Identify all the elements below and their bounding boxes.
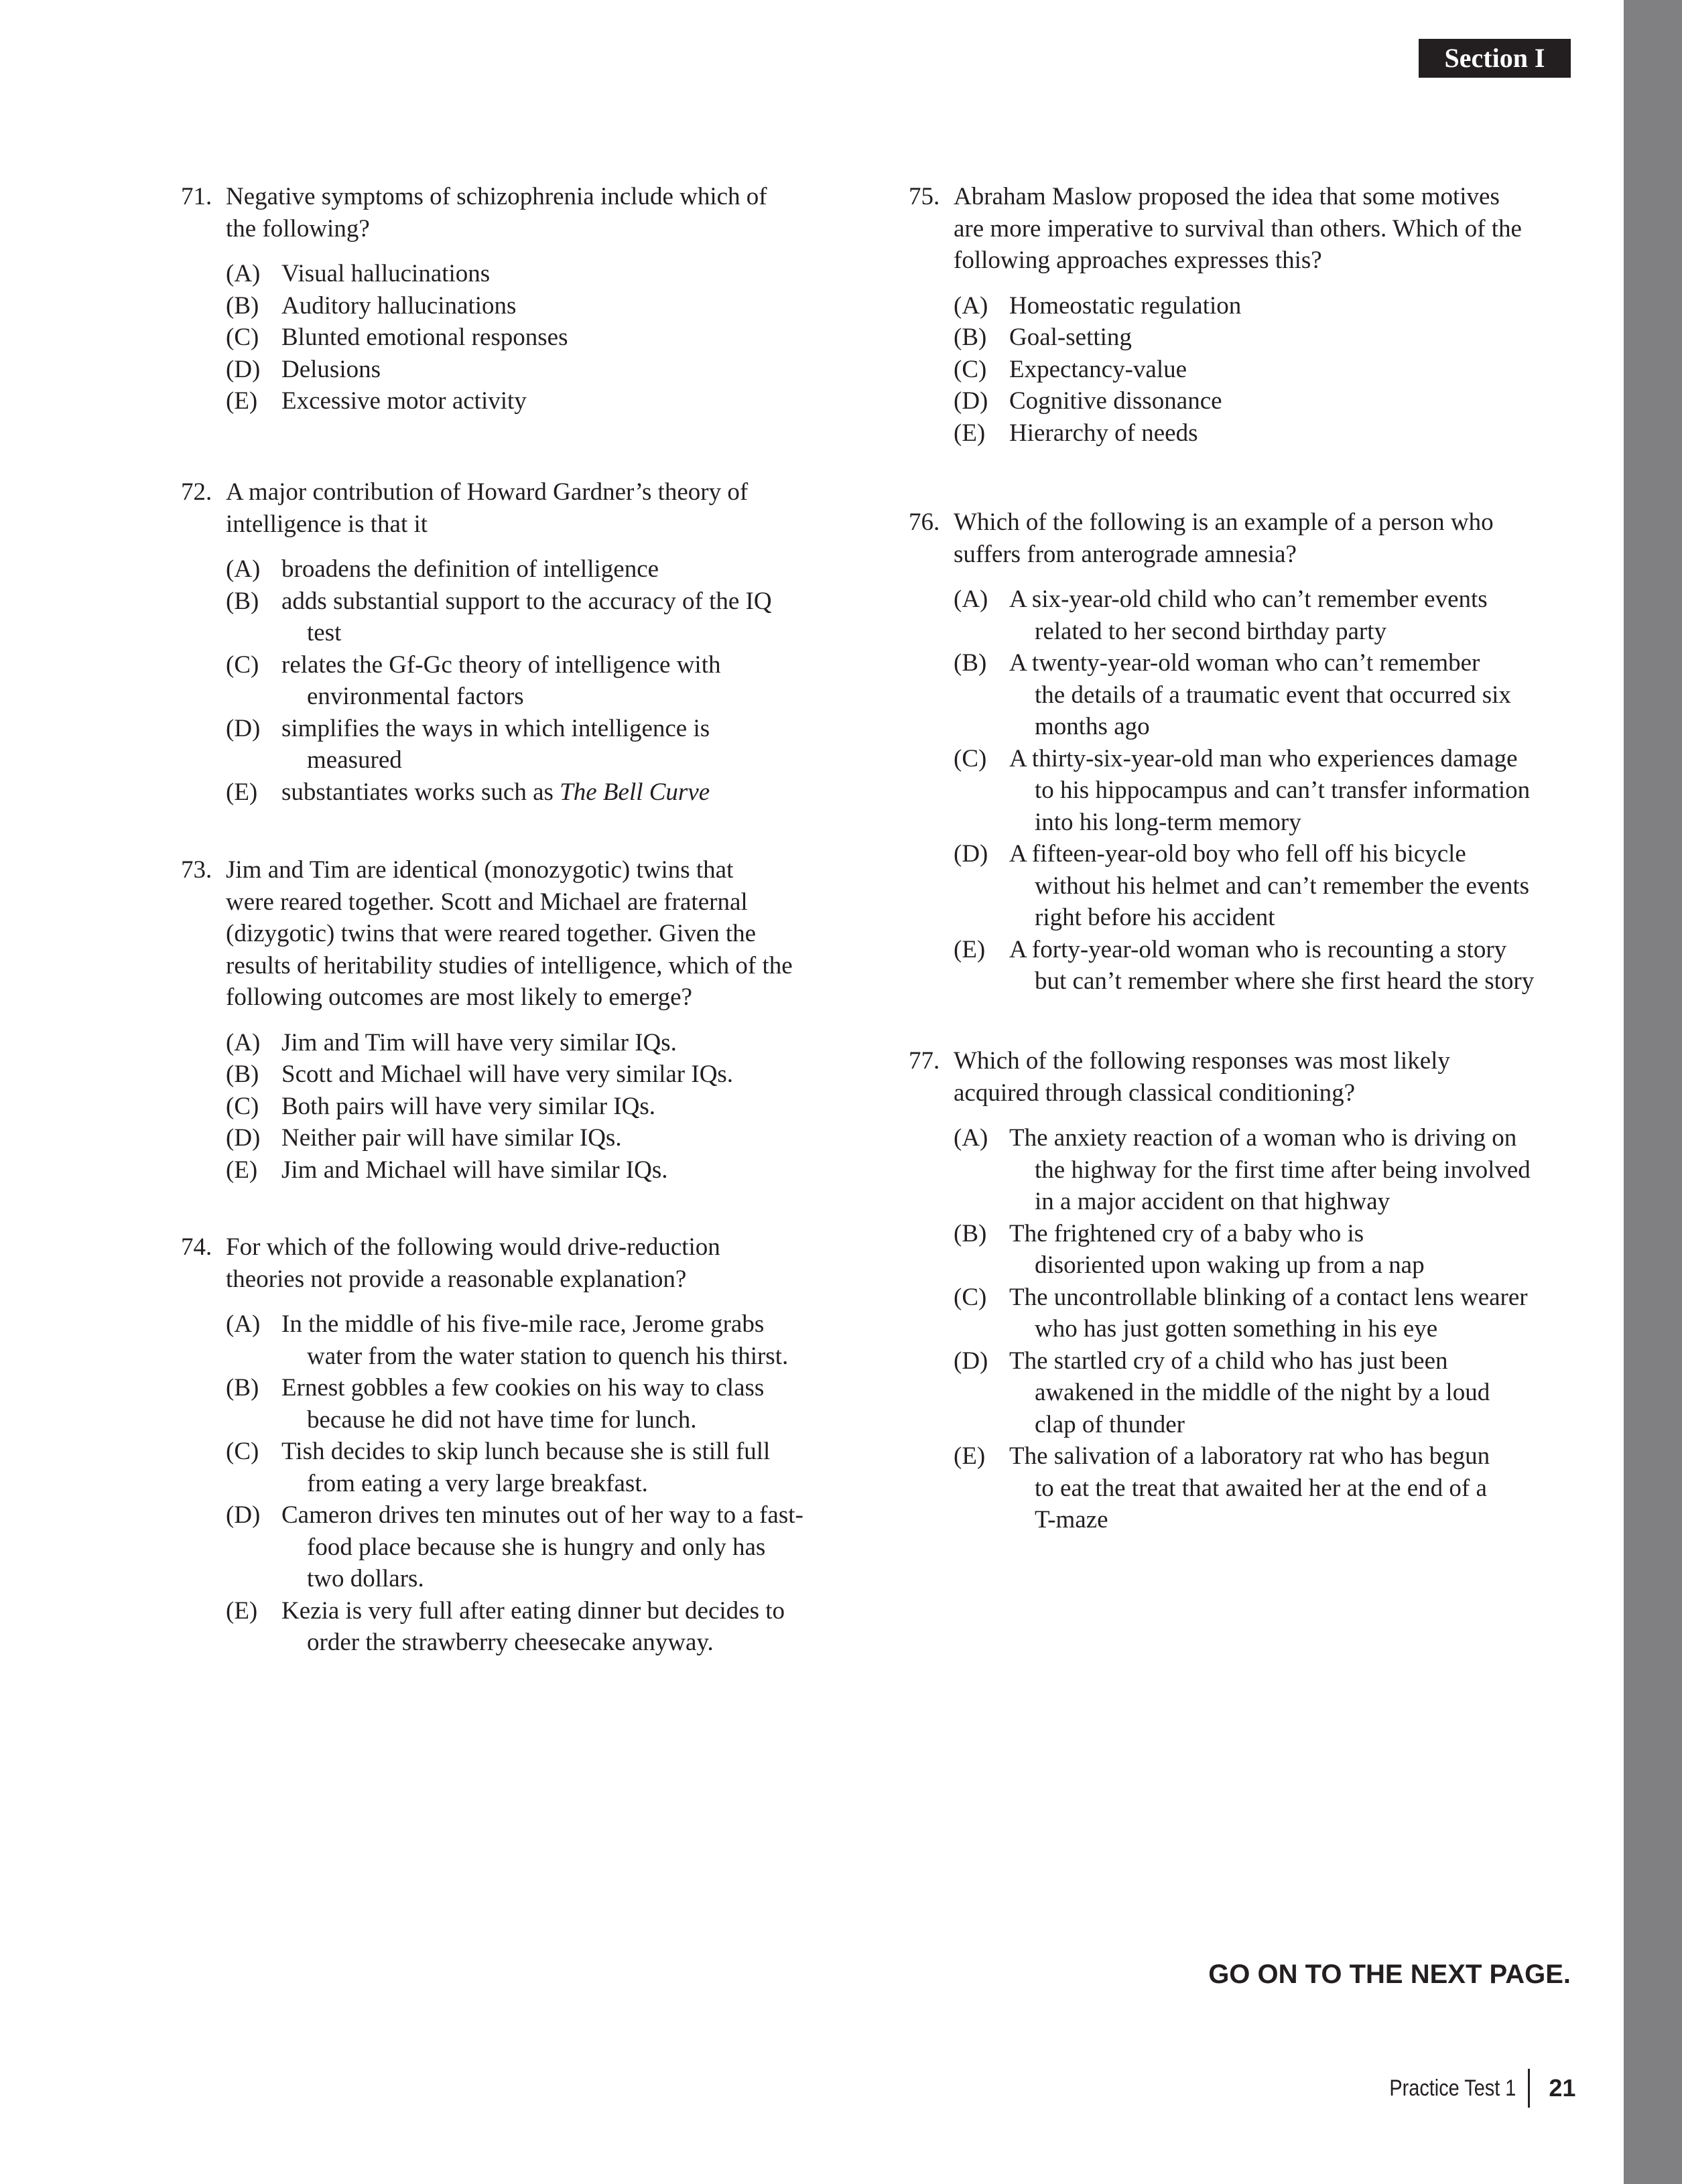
question-75 xyxy=(909,181,1522,449)
option-line-text: environmental factors xyxy=(307,683,524,710)
option-text xyxy=(1009,1345,1531,1441)
option-letter: (A) xyxy=(954,586,988,613)
question-stem xyxy=(954,181,1522,277)
answer-option xyxy=(226,776,772,809)
stem-line: Abraham Maslow proposed the idea that some motives xyxy=(954,183,1500,210)
option-line xyxy=(281,1154,793,1186)
answer-option xyxy=(226,1308,803,1372)
option-line-text: Neither pair will have similar IQs. xyxy=(281,1124,622,1152)
option-line xyxy=(281,1372,803,1404)
stem-line: theories not provide a reasonable explanation? xyxy=(226,1265,687,1293)
option-line-text: Hierarchy of needs xyxy=(1009,419,1198,447)
option-letter: (E) xyxy=(226,778,258,806)
stem-line: intelligence is that it xyxy=(226,510,428,538)
option-line xyxy=(281,649,772,681)
stem-line: A major contribution of Howard Gardner’s theory of xyxy=(226,478,749,506)
option-line xyxy=(1009,1218,1531,1250)
option-letter: (D) xyxy=(226,714,261,742)
option-line xyxy=(1009,1345,1531,1377)
stem-line: (dizygotic) twins that were reared together. Given the xyxy=(226,920,757,947)
option-letter: (C) xyxy=(954,744,987,772)
option-line xyxy=(281,553,772,586)
stem-line: Which of the following responses was most likely xyxy=(954,1047,1450,1075)
go-on-notice: GO ON TO THE NEXT PAGE. xyxy=(1208,1960,1571,1989)
question-77 xyxy=(909,1045,1531,1536)
option-line-text: Ernest gobbles a few cookies on his way to class xyxy=(281,1374,765,1402)
option-line xyxy=(1009,354,1522,386)
option-letter: (B) xyxy=(226,1061,259,1088)
option-line xyxy=(1009,290,1522,322)
option-line xyxy=(281,744,772,776)
option-text xyxy=(1009,647,1534,743)
option-text xyxy=(1009,934,1534,998)
option-line-text: Scott and Michael will have very similar IQs. xyxy=(281,1061,734,1088)
option-text xyxy=(281,1499,803,1595)
option-line xyxy=(281,258,767,290)
option-line-text: adds substantial support to the accuracy of the IQ xyxy=(281,587,772,615)
stem-line: acquired through classical conditioning? xyxy=(954,1079,1356,1107)
question-number: 72. xyxy=(181,478,212,506)
option-letter: (B) xyxy=(226,587,259,615)
option-letter: (E) xyxy=(226,1156,258,1184)
option-line xyxy=(1009,1377,1531,1409)
answer-option xyxy=(954,417,1522,450)
answer-option xyxy=(226,290,767,322)
option-letter: (A) xyxy=(226,1028,261,1056)
option-letter: (E) xyxy=(226,1596,258,1625)
question-72 xyxy=(181,476,772,808)
option-line xyxy=(281,1308,803,1341)
option-line xyxy=(1009,385,1522,417)
option-text xyxy=(1009,743,1534,839)
option-letter: (D) xyxy=(226,1501,261,1529)
option-line xyxy=(281,1563,803,1595)
answer-option xyxy=(226,713,772,776)
option-line-text: broadens the definition of intelligence xyxy=(281,555,659,583)
option-text xyxy=(1009,385,1522,417)
answer-option xyxy=(954,322,1522,354)
option-text xyxy=(281,553,772,586)
option-line xyxy=(1009,322,1522,354)
answer-option xyxy=(226,1436,803,1499)
option-text xyxy=(281,385,767,417)
answer-option xyxy=(954,647,1534,743)
answer-options xyxy=(226,1308,803,1659)
option-text xyxy=(281,1091,793,1123)
answer-options xyxy=(954,1122,1531,1536)
option-line-text: relates the Gf-Gc theory of intelligence with xyxy=(281,651,721,679)
option-letter: (A) xyxy=(954,1124,988,1152)
stem-line: following outcomes are most likely to emerge? xyxy=(226,983,692,1011)
option-letter: (B) xyxy=(954,1219,987,1247)
option-line-text: Homeostatic regulation xyxy=(1009,291,1242,320)
option-letter: (D) xyxy=(226,355,261,383)
option-line xyxy=(1009,934,1534,966)
option-line xyxy=(1009,1504,1531,1536)
option-line-text: The frightened cry of a baby who is xyxy=(1009,1219,1364,1247)
option-line-text: right before his accident xyxy=(1035,904,1275,931)
option-text xyxy=(1009,1122,1531,1218)
option-line-text: Kezia is very full after eating dinner but decides to xyxy=(281,1596,785,1625)
option-line xyxy=(281,1091,793,1123)
option-letter: (B) xyxy=(226,1374,259,1402)
option-letter: (C) xyxy=(226,1438,259,1465)
page-number: 21 xyxy=(1549,2074,1576,2102)
answer-option xyxy=(954,838,1534,934)
answer-option xyxy=(226,322,767,354)
answer-option xyxy=(226,1499,803,1595)
option-text xyxy=(1009,1218,1531,1282)
question-stem xyxy=(226,181,767,245)
answer-option xyxy=(226,354,767,386)
question-73 xyxy=(181,854,793,1186)
answer-option xyxy=(226,258,767,290)
answer-option xyxy=(226,586,772,649)
option-line xyxy=(281,713,772,745)
option-line-text: because he did not have time for lunch. xyxy=(307,1406,697,1434)
option-text xyxy=(281,1122,793,1154)
option-line xyxy=(1009,1313,1531,1345)
option-letter: (B) xyxy=(226,291,259,320)
option-line-text: Both pairs will have very similar IQs. xyxy=(281,1092,655,1120)
question-number: 74. xyxy=(181,1233,212,1261)
option-text xyxy=(281,1059,793,1091)
option-line-text: Jim and Michael will have similar IQs. xyxy=(281,1156,668,1184)
option-line xyxy=(1009,417,1522,450)
option-text xyxy=(281,290,767,322)
option-line xyxy=(1009,1282,1531,1314)
option-letter: (C) xyxy=(954,355,987,383)
option-line-text: The startled cry of a child who has just been xyxy=(1009,1347,1448,1375)
answer-option xyxy=(226,1595,803,1659)
option-letter: (D) xyxy=(954,387,988,415)
option-line xyxy=(281,776,772,809)
option-line xyxy=(281,1595,803,1627)
option-text xyxy=(281,1372,803,1436)
answer-option xyxy=(226,1372,803,1436)
option-letter: (E) xyxy=(954,935,986,963)
option-letter: (B) xyxy=(954,324,987,351)
option-line xyxy=(281,1627,803,1659)
option-line xyxy=(1009,1440,1531,1473)
option-letter: (E) xyxy=(954,1442,986,1470)
option-line-text: to eat the treat that awaited her at the end of a xyxy=(1035,1474,1487,1502)
answer-option xyxy=(954,934,1534,998)
question-number: 76. xyxy=(909,508,940,536)
option-line-text: Excessive motor activity xyxy=(281,387,527,415)
option-line-text: A twenty-year-old woman who can’t remember xyxy=(1009,649,1480,677)
answer-options xyxy=(226,553,772,808)
stem-line: following approaches expresses this? xyxy=(954,247,1322,274)
option-line-text: In the middle of his five-mile race, Jerome grabs xyxy=(281,1310,765,1338)
option-line-text: the details of a traumatic event that occurred six xyxy=(1035,681,1511,709)
option-text xyxy=(281,354,767,386)
option-line xyxy=(281,1468,803,1500)
footer-divider xyxy=(1528,2069,1530,2108)
option-line-text: Blunted emotional responses xyxy=(281,324,568,351)
option-line-text: Tish decides to skip lunch because she is still full xyxy=(281,1438,771,1465)
option-line-text: the highway for the first time after being involved xyxy=(1035,1156,1531,1184)
answer-options xyxy=(954,584,1534,998)
option-line-text: but can’t remember where she first heard the story xyxy=(1035,967,1535,995)
question-number: 73. xyxy=(181,856,212,884)
option-letter: (C) xyxy=(226,651,259,679)
stem-line: Negative symptoms of schizophrenia include which of xyxy=(226,183,767,210)
answer-options xyxy=(226,1027,793,1186)
option-line xyxy=(281,586,772,618)
option-text xyxy=(281,649,772,713)
answer-option xyxy=(954,1218,1531,1282)
option-line xyxy=(1009,1473,1531,1505)
option-line xyxy=(1009,1409,1531,1441)
page-edge-tab xyxy=(1624,0,1682,2184)
answer-option xyxy=(954,584,1534,647)
option-letter: (A) xyxy=(226,555,261,583)
option-line xyxy=(281,617,772,649)
option-line-text: awakened in the middle of the night by a loud xyxy=(1035,1379,1490,1406)
option-line xyxy=(281,1531,803,1564)
option-text xyxy=(281,1154,793,1186)
option-text xyxy=(281,322,767,354)
option-letter: (A) xyxy=(226,1310,261,1338)
option-line-text: A forty-year-old woman who is recounting a story xyxy=(1009,935,1507,963)
option-text xyxy=(281,586,772,649)
option-text xyxy=(1009,1282,1531,1345)
question-74 xyxy=(181,1231,803,1659)
question-stem xyxy=(226,854,793,1014)
answer-option xyxy=(954,354,1522,386)
option-line xyxy=(281,1404,803,1436)
stem-line: For which of the following would drive-reduction xyxy=(226,1233,720,1261)
option-line xyxy=(281,385,767,417)
option-letter: (D) xyxy=(954,1347,988,1375)
option-line xyxy=(1009,902,1534,934)
question-stem xyxy=(226,1231,803,1295)
option-line-text: water from the water station to quench his thirst. xyxy=(307,1342,789,1370)
option-text xyxy=(1009,1440,1531,1536)
option-text xyxy=(281,713,772,776)
option-line-text: to his hippocampus and can’t transfer information xyxy=(1035,776,1531,804)
option-text xyxy=(1009,584,1534,647)
option-line xyxy=(1009,584,1534,616)
answer-option xyxy=(226,1027,793,1059)
question-number: 75. xyxy=(909,183,940,210)
answer-option xyxy=(954,290,1522,322)
option-line xyxy=(1009,679,1534,711)
option-line-text: The uncontrollable blinking of a contact lens wearer xyxy=(1009,1283,1528,1311)
italic-title: The Bell Curve xyxy=(560,778,710,806)
option-line-text: T-maze xyxy=(1035,1506,1108,1533)
question-stem xyxy=(954,1045,1531,1109)
option-line xyxy=(1009,870,1534,902)
option-letter: (C) xyxy=(226,324,259,351)
answer-option xyxy=(226,1091,793,1123)
option-line-text: Jim and Tim will have very similar IQs. xyxy=(281,1028,677,1056)
option-line xyxy=(1009,807,1534,839)
option-line xyxy=(1009,774,1534,807)
option-line xyxy=(281,681,772,713)
option-line xyxy=(281,1499,803,1531)
answer-option xyxy=(226,553,772,586)
option-line-text: A thirty-six-year-old man who experiences damage xyxy=(1009,744,1518,772)
option-line xyxy=(1009,1249,1531,1282)
option-line xyxy=(1009,647,1534,679)
answer-option xyxy=(954,385,1522,417)
answer-option xyxy=(226,385,767,417)
option-line-text: Auditory hallucinations xyxy=(281,291,517,320)
option-line-text: Expectancy-value xyxy=(1009,355,1187,383)
option-line-text: substantiates works such as xyxy=(281,778,560,806)
option-text xyxy=(281,258,767,290)
option-line-text: months ago xyxy=(1035,713,1150,740)
answer-option xyxy=(226,1122,793,1154)
page-footer xyxy=(1367,2069,1575,2108)
option-letter: (C) xyxy=(954,1283,987,1311)
option-letter: (B) xyxy=(954,649,987,677)
question-stem xyxy=(954,506,1534,570)
option-line xyxy=(1009,1122,1531,1154)
option-line xyxy=(1009,838,1534,870)
option-line xyxy=(1009,1186,1531,1218)
option-text xyxy=(281,776,772,809)
option-text xyxy=(281,1436,803,1499)
question-76 xyxy=(909,506,1534,998)
option-letter: (A) xyxy=(226,260,261,287)
option-line-text: from eating a very large breakfast. xyxy=(307,1469,648,1497)
option-line-text: related to her second birthday party xyxy=(1035,617,1386,645)
option-line-text: two dollars. xyxy=(307,1565,424,1592)
option-line-text: disoriented upon waking up from a nap xyxy=(1035,1251,1425,1279)
answer-option xyxy=(954,743,1534,839)
option-line xyxy=(281,1122,793,1154)
answer-option xyxy=(954,1122,1531,1218)
stem-line: results of heritability studies of intelligence, which of the xyxy=(226,951,793,979)
option-line-text: food place because she is hungry and only has xyxy=(307,1533,766,1561)
stem-line: were reared together. Scott and Michael are fraternal xyxy=(226,888,748,916)
option-line-text: Cameron drives ten minutes out of her way to a fast- xyxy=(281,1501,803,1529)
option-line-text: The anxiety reaction of a woman who is driving on xyxy=(1009,1124,1517,1152)
option-text xyxy=(1009,322,1522,354)
option-line xyxy=(281,290,767,322)
answer-option xyxy=(226,1154,793,1186)
stem-line: the following? xyxy=(226,214,370,243)
option-line-text: clap of thunder xyxy=(1035,1410,1185,1438)
option-line xyxy=(281,322,767,354)
option-line-text: Goal-setting xyxy=(1009,324,1132,351)
option-line xyxy=(1009,616,1534,648)
option-line-text: simplifies the ways in which intelligence is xyxy=(281,714,710,742)
answer-option xyxy=(954,1345,1531,1441)
option-text xyxy=(1009,290,1522,322)
option-line-text: A six-year-old child who can’t remember events xyxy=(1009,586,1488,613)
footer-label: Practice Test 1 xyxy=(1389,2075,1516,2101)
option-line-text: Cognitive dissonance xyxy=(1009,387,1222,415)
option-line-text: without his helmet and can’t remember the events xyxy=(1035,872,1530,900)
option-line xyxy=(281,1436,803,1468)
stem-line: Jim and Tim are identical (monozygotic) twins that xyxy=(226,856,734,884)
question-71 xyxy=(181,181,767,417)
answer-option xyxy=(954,1282,1531,1345)
stem-line: are more imperative to survival than others. Which of the xyxy=(954,214,1522,243)
option-line-text: who has just gotten something in his eye xyxy=(1035,1315,1438,1343)
option-text xyxy=(1009,417,1522,450)
question-number: 71. xyxy=(181,183,212,210)
answer-option xyxy=(226,649,772,713)
option-line xyxy=(281,354,767,386)
option-text xyxy=(281,1595,803,1659)
answer-options xyxy=(226,258,767,417)
option-line-text: in a major accident on that highway xyxy=(1035,1188,1390,1215)
option-line-text: order the strawberry cheesecake anyway. xyxy=(307,1629,714,1656)
option-line xyxy=(1009,1154,1531,1186)
stem-line: Which of the following is an example of a person who xyxy=(954,508,1494,536)
option-line-text: Delusions xyxy=(281,355,381,383)
option-letter: (A) xyxy=(954,291,988,320)
option-line xyxy=(1009,743,1534,775)
option-letter: (E) xyxy=(226,387,258,415)
option-line-text: measured xyxy=(307,746,402,774)
option-text xyxy=(281,1308,803,1372)
option-line xyxy=(1009,965,1534,998)
option-letter: (E) xyxy=(954,419,986,447)
answer-options xyxy=(954,290,1522,450)
stem-line: suffers from anterograde amnesia? xyxy=(954,540,1297,568)
option-letter: (D) xyxy=(954,840,988,868)
question-stem xyxy=(226,476,772,540)
option-line-text: The salivation of a laboratory rat who has begun xyxy=(1009,1442,1490,1470)
option-line xyxy=(281,1027,793,1059)
option-line xyxy=(281,1059,793,1091)
section-badge: Section I xyxy=(1419,39,1571,78)
option-line-text: A fifteen-year-old boy who fell off his bicycle xyxy=(1009,840,1466,868)
option-text xyxy=(1009,838,1534,934)
option-line xyxy=(1009,711,1534,743)
option-line-text: test xyxy=(307,619,342,646)
answer-option xyxy=(226,1059,793,1091)
question-number: 77. xyxy=(909,1047,940,1075)
option-letter: (C) xyxy=(226,1092,259,1120)
option-letter: (D) xyxy=(226,1124,261,1152)
option-line-text: into his long-term memory xyxy=(1035,808,1301,836)
answer-option xyxy=(954,1440,1531,1536)
option-line xyxy=(281,1341,803,1373)
option-text xyxy=(1009,354,1522,386)
option-line-text: Visual hallucinations xyxy=(281,260,491,287)
option-text xyxy=(281,1027,793,1059)
